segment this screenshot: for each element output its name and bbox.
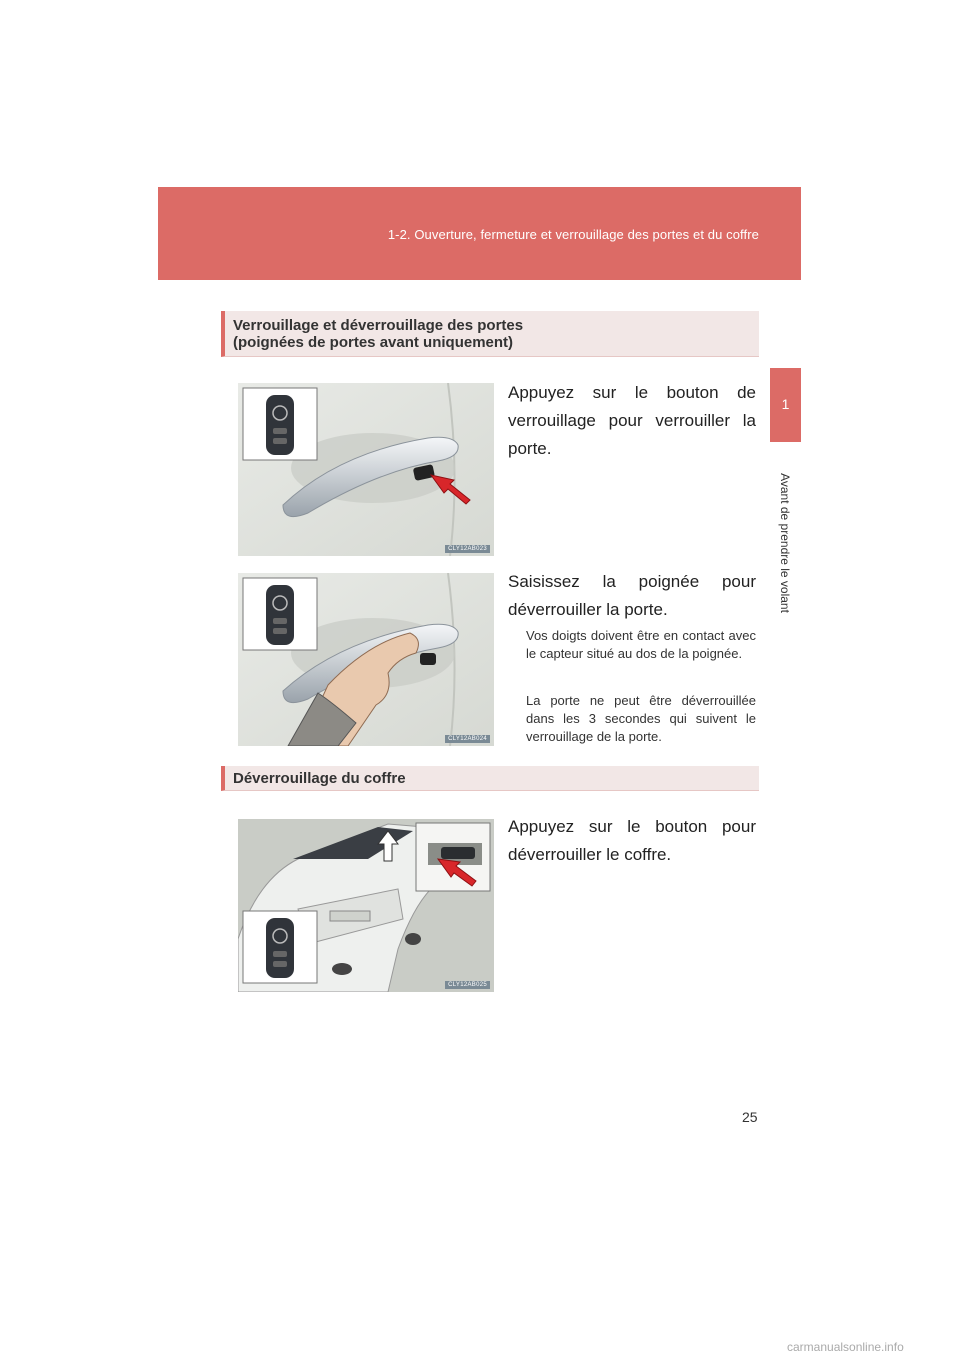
section-heading-line2: (poignées de portes avant uniquement) bbox=[233, 334, 514, 351]
watermark: carmanualsonline.info bbox=[787, 1340, 904, 1354]
figure-unlock-trunk bbox=[238, 819, 494, 992]
step-trunk-text: Appuyez sur le bouton pour déverrouiller le coffre. bbox=[508, 817, 756, 864]
chapter-tab[interactable] bbox=[770, 368, 801, 442]
section-heading-line1: Verrouillage et déverrouillage des portes bbox=[233, 317, 524, 334]
smart-key-icon bbox=[266, 395, 294, 455]
section-heading-doors-title bbox=[225, 311, 759, 351]
section-heading-doors bbox=[221, 311, 759, 357]
section-heading-trunk bbox=[221, 766, 759, 791]
lock-door-illustration bbox=[238, 383, 494, 556]
step-lock-text: Appuyez sur le bouton de verrouillage pour verrouiller la porte. bbox=[508, 383, 756, 458]
figure-code: CLY12AB023 bbox=[445, 545, 490, 553]
chapter-label-container bbox=[762, 458, 808, 628]
figure-lock-door bbox=[238, 383, 494, 556]
section-heading-trunk-title: Déverrouillage du coffre bbox=[233, 770, 406, 787]
header-band bbox=[158, 187, 801, 280]
smart-key-icon bbox=[266, 918, 294, 978]
unlock-door-illustration bbox=[238, 573, 494, 746]
figure-code: CLY12AB024 bbox=[445, 735, 490, 743]
figure-unlock-door bbox=[238, 573, 494, 746]
smart-key-icon bbox=[266, 585, 294, 645]
page-number: 25 bbox=[742, 1109, 758, 1125]
figure-code: CLY12AB025 bbox=[445, 981, 490, 989]
chapter-label: Avant de prendre le volant bbox=[778, 473, 792, 613]
note-delay: La porte ne peut être déverrouillée dans les 3 secondes qui suivent le verrouillage de la porte. bbox=[526, 693, 756, 744]
section-title: 1-2. Ouverture, fermeture et verrouillage des portes et du coffre bbox=[387, 227, 759, 242]
note-sensor: Vos doigts doivent être en contact avec le capteur situé au dos de la poignée. bbox=[526, 628, 756, 661]
trunk-button bbox=[441, 847, 475, 859]
step-unlock-text: Saisissez la poignée pour déverrouiller la porte. bbox=[508, 572, 756, 619]
trunk-illustration bbox=[238, 819, 494, 992]
chapter-number: 1 bbox=[781, 396, 790, 412]
